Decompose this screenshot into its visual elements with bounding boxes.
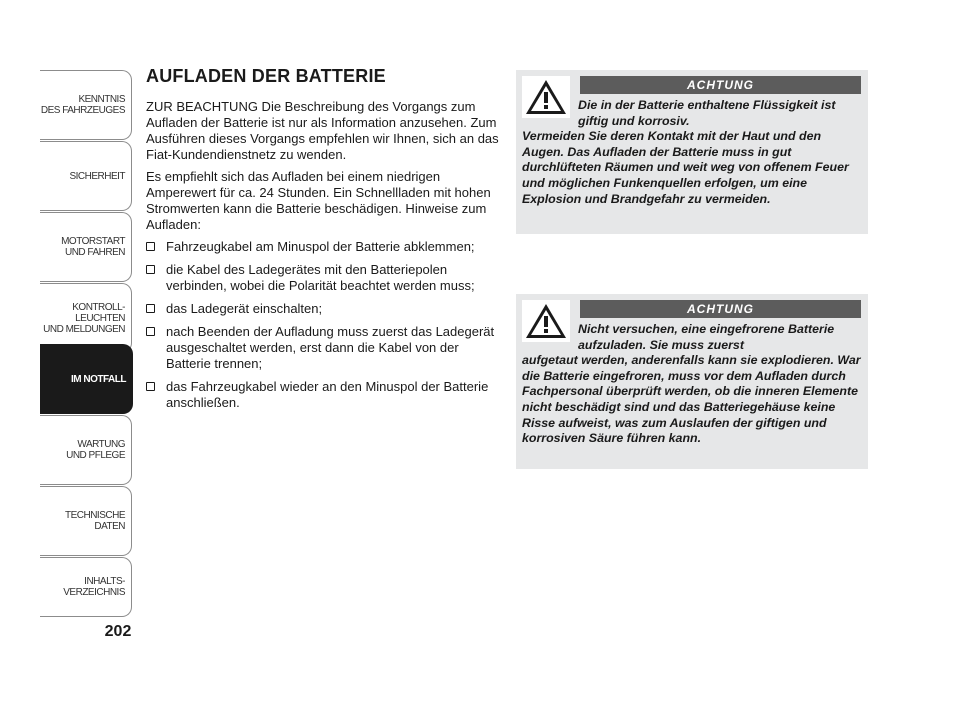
checkbox-bullet-icon [146, 265, 155, 274]
tab-label: KONTROLL- LEUCHTEN UND MELDUNGEN [43, 301, 125, 335]
list-item [146, 262, 502, 294]
list-item [146, 301, 502, 317]
list-item [146, 239, 502, 255]
warning-text-lead: Die in der Batterie enthaltene Flüssigkeit ist giftig und korrosiv. [578, 98, 836, 128]
tab-kenntnis-des-fahrzeuges[interactable] [40, 70, 132, 140]
step-text: die Kabel des Ladegerätes mit den Batteriepolen verbinden, wobei die Polarität beachtet werden muss; [166, 262, 475, 293]
warning-box-toxic-fluid [516, 70, 868, 234]
tab-kontrollleuchten-und-meldungen[interactable] [40, 283, 132, 353]
warning-heading: ACHTUNG [580, 300, 861, 318]
checkbox-bullet-icon [146, 382, 155, 391]
warning-heading: ACHTUNG [580, 76, 861, 94]
warning-triangle-icon [522, 300, 570, 342]
page-title: AUFLADEN DER BATTERIE [146, 66, 386, 86]
checkbox-bullet-icon [146, 327, 155, 336]
tab-label: TECHNISCHE DATEN [64, 510, 125, 532]
tab-wartung-und-pflege[interactable] [40, 415, 132, 485]
charging-steps [146, 239, 502, 411]
tab-technische-daten[interactable] [40, 486, 132, 556]
step-text: das Fahrzeugkabel wieder an den Minuspol der Batterie anschließen. [166, 379, 489, 410]
tab-im-notfall[interactable] [40, 344, 133, 414]
charging-paragraph: Es empfiehlt sich das Aufladen bei einem niedrigen Amperewert für ca. 24 Stunden. Ein Schnellladen mit hohen Stromwerten kann die Batterie beschädigen. Hinweise zum Aufladen: [146, 169, 491, 232]
tab-sicherheit[interactable] [40, 141, 132, 211]
list-item [146, 379, 502, 411]
warning-triangle-icon [522, 76, 570, 118]
tab-label: SICHERHEIT [69, 170, 125, 182]
warning-text [522, 98, 861, 207]
warning-text-lead: Nicht versuchen, eine eingefrorene Batterie aufzuladen. Sie muss zuerst [578, 322, 835, 352]
tab-label: WARTUNG UND PFLEGE [66, 439, 125, 461]
main-content [146, 66, 502, 418]
warning-text [522, 322, 861, 447]
warning-box-frozen-battery [516, 294, 868, 469]
warning-text-rest: aufgetaut werden, anderenfalls kann sie explodieren. War die Batterie eingefroren, muss vor dem Aufladen durch Fachpersonal überprüft werden, ob die inneren Elemente nicht beschädigt sind und das Batteriegehäuse keine Risse aufweist, was zum Auslaufen der giftigen und korrosiven Säure führen kann. [522, 353, 861, 446]
tab-label: INHALTS- VERZEICHNIS [63, 576, 125, 598]
tab-label: MOTORSTART UND FAHREN [61, 236, 125, 258]
tab-motorstart-und-fahren[interactable] [40, 212, 132, 282]
checkbox-bullet-icon [146, 242, 155, 251]
list-item [146, 324, 502, 372]
page-number: 202 [104, 623, 132, 640]
checkbox-bullet-icon [146, 304, 155, 313]
tab-label: KENNTNIS DES FAHRZEUGES [40, 94, 125, 116]
intro-paragraph: ZUR BEACHTUNG Die Beschreibung des Vorgangs zum Aufladen der Batterie ist nur als Information anzusehen. Zum Ausführen dieses Vorgangs empfehlen wir Ihnen, sich an das Fiat-Kundendienstnetz zu wenden. [146, 99, 499, 162]
step-text: nach Beenden der Aufladung muss zuerst das Ladegerät ausgeschaltet werden, erst dann die Kabel von der Batterie trennen; [166, 324, 495, 371]
tab-inhaltsverzeichnis[interactable] [40, 557, 132, 617]
tab-label: IM NOTFALL [71, 373, 126, 385]
warning-text-rest: Vermeiden Sie deren Kontakt mit der Haut und den Augen. Das Aufladen der Batterie muss in gut durchlüfteten Räumen und weit weg von offenem Feuer und möglichen Funkenquellen erfolgen, um eine Explosion und Brandgefahr zu vermeiden. [522, 129, 849, 206]
step-text: Fahrzeugkabel am Minuspol der Batterie abklemmen; [166, 239, 475, 254]
step-text: das Ladegerät einschalten; [166, 301, 323, 316]
